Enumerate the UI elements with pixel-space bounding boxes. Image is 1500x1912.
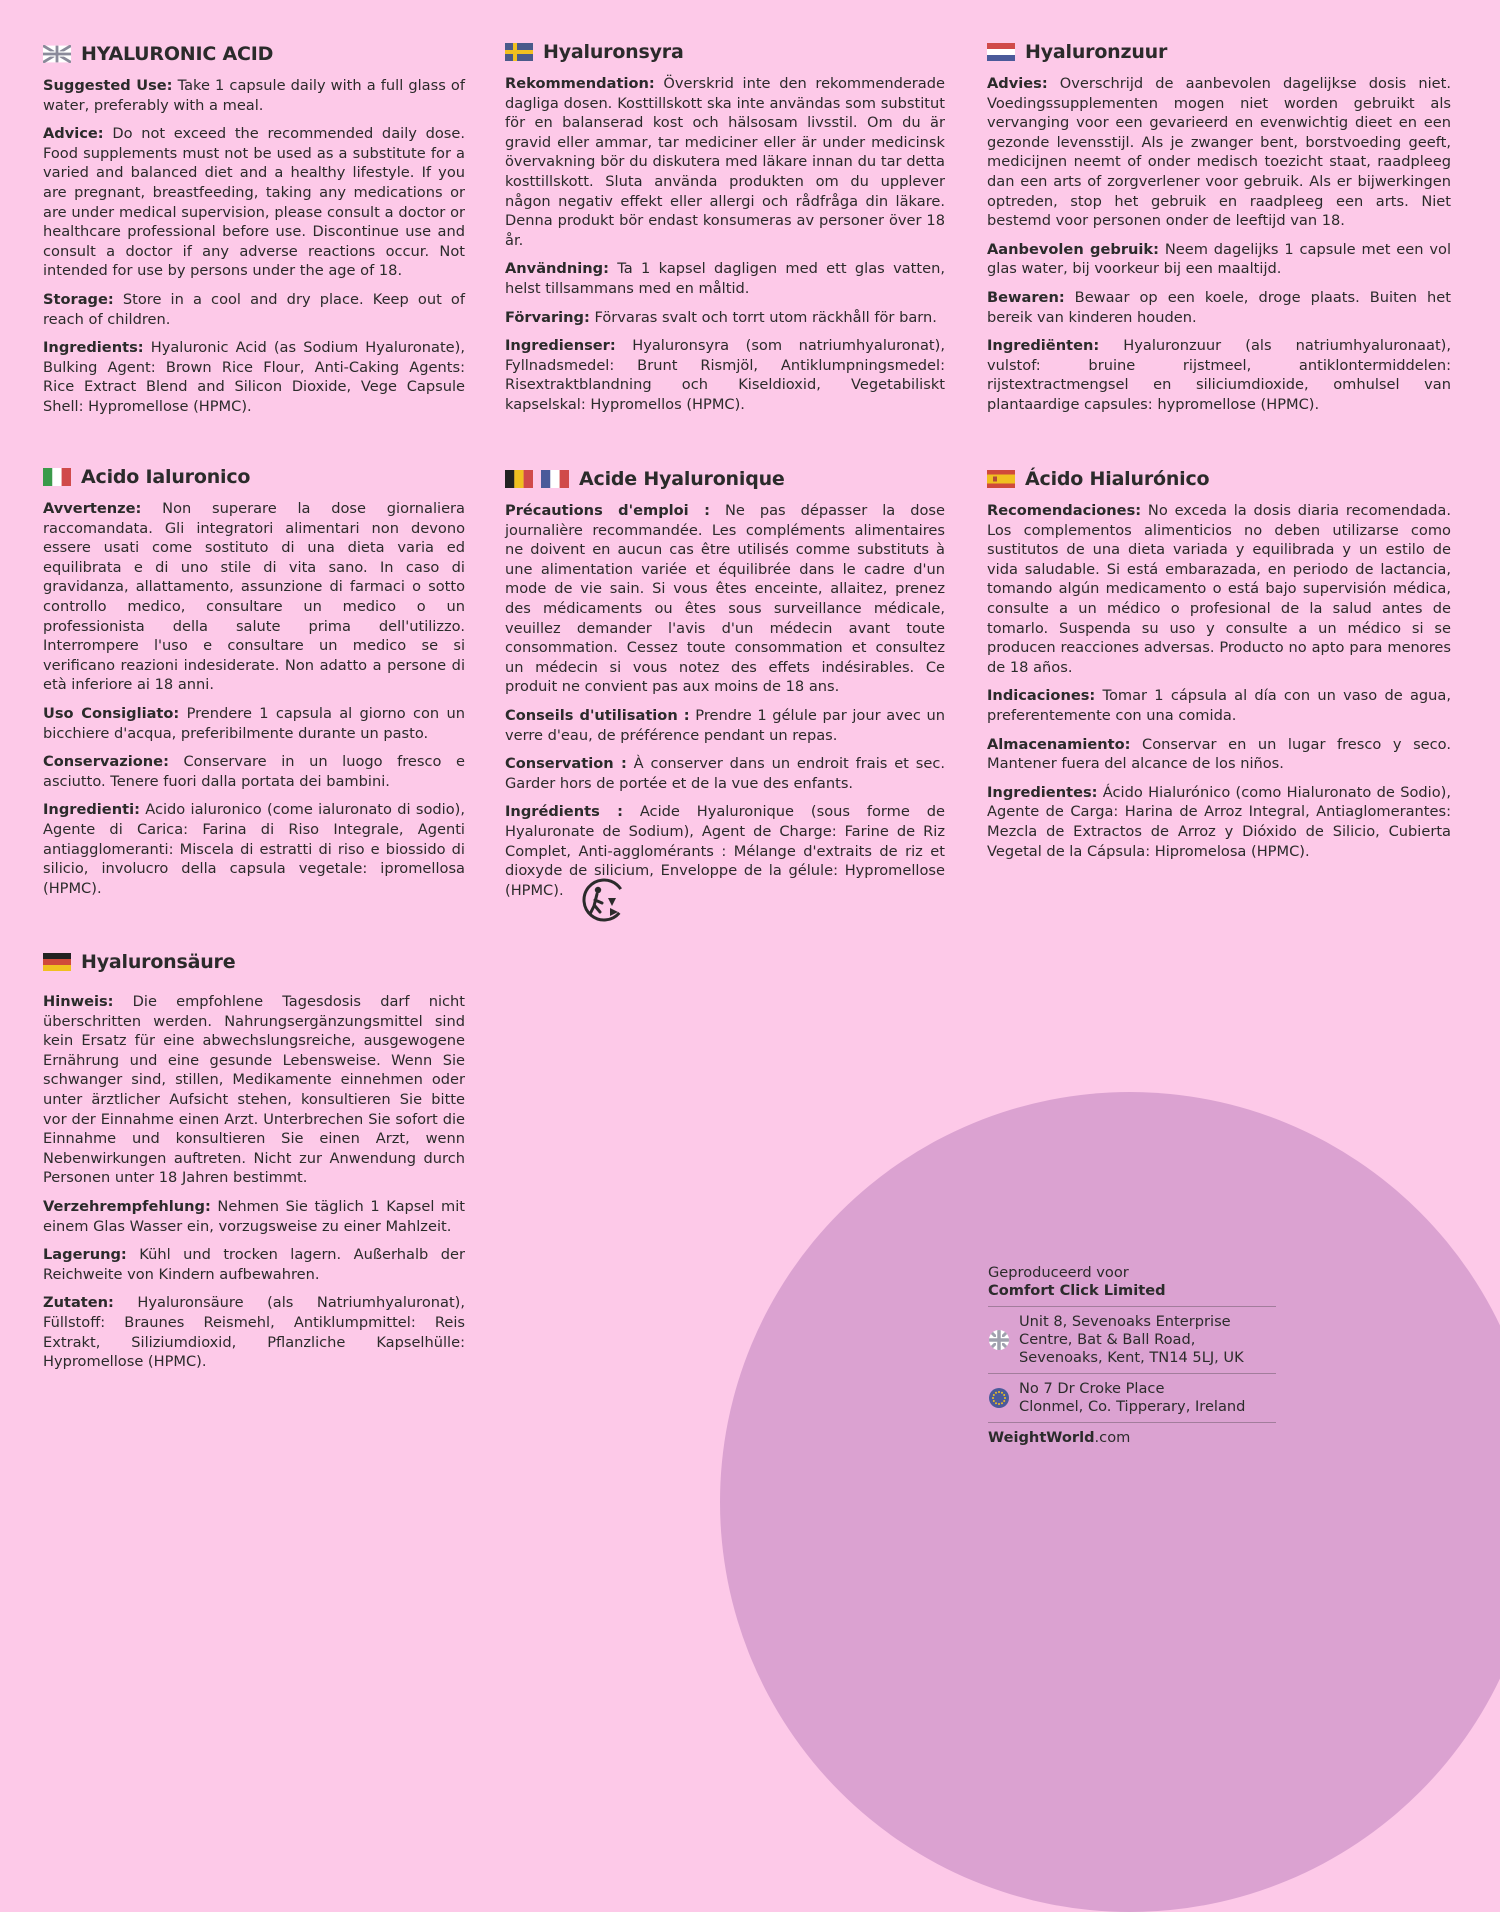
section-dutch [987, 38, 1451, 424]
netherlands-flag-icon [987, 43, 1015, 61]
ingredients: Ingredients: Hyaluronic Acid (as Sodium Hyaluronate), Bulking Agent: Brown Rice Flour, Anti-Caking Agents: Rice Extract Blend and Silicon Dioxide, Vege Capsule Shell: Hypromellose (HPMC). [43, 339, 465, 415]
storage: Storage: Store in a cool and dry place. Keep out of reach of children. [43, 290, 465, 328]
section-title: HYALURONIC ACID [81, 43, 274, 65]
directions: Indicaciones: Tomar 1 cápsula al día con un vaso de agua, preferentemente con una comida. [987, 687, 1451, 724]
section-title: Acide Hyaluronique [579, 468, 785, 490]
sweden-flag-icon [505, 43, 533, 61]
consumption-recommendation: Verzehrempfehlung: Nehmen Sie täglich 1 Kapsel mit einem Glas Wasser ein, vorzugsweise zu einer Mahlzeit. [43, 1197, 465, 1235]
uk-flag-icon [43, 45, 71, 63]
eu-flag-icon [988, 1387, 1010, 1409]
recommendation: Rekommendation: Överskrid inte den rekommenderade dagliga dosen. Kosttillskott ska inte användas som substitut för en balanserad kost och hälsosam livsstil. Om du är gravid eller ammar, tar mediciner eller är under medicinsk övervakning bör du diskutera med läkare innan du tar detta kosttillskott. Sluta använda produkten om du upplever någon negativ effekt eller allergi och rådfråga din läkare. Denna produkt bör endast konsumeras av personer över 18 år. [505, 75, 945, 249]
section-swedish [505, 38, 945, 424]
recommended-use: Aanbevolen gebruik: Neem dagelijks 1 capsule met een vol glas water, bij voorkeur bij een maaltijd. [987, 240, 1451, 278]
ingredients: Ingrédients : Acide Hyaluronique (sous forme de Hyaluronate de Sodium), Agent de Charge: Farine de Riz Complet, Anti-agglomérants : Mélange d'extraits de riz et dioxyde de silicium, Enveloppe de la gélule: Hypromellose (HPMC). [505, 803, 946, 899]
section-heading [43, 463, 465, 491]
section-title: Hyaluronsäure [81, 951, 236, 973]
section-title: Acido Ialuronico [81, 466, 251, 488]
triman-recycle-icon [580, 876, 628, 924]
ingredients: Ingredientes: Ácido Hialurónico (como Hialuronato de Sodio), Agente de Carga: Harina de Arroz Integral, Antiaglomerantes: Mezcla de Extractos de Arroz y Dióxido de Silicio, Cubierta Vegetal de la Cápsula: Hipromelosa (HPMC). [987, 783, 1451, 860]
section-heading [505, 38, 945, 66]
advice: Advice: Do not exceed the recommended daily dose. Food supplements must not be used as a substitute for a varied and balanced diet and a healthy lifestyle. If you are pregnant, breastfeeding, taking any medications or are under medical supervision, please consult a doctor or healthcare professional before use. Discontinue use and consult a doctor if any adverse reactions occur. Not intended for use by persons under the age of 18. [43, 125, 465, 280]
section-title: Ácido Hialurónico [1025, 468, 1210, 490]
germany-flag-icon [43, 953, 71, 971]
section-italian [43, 463, 465, 907]
usage: Användning: Ta 1 kapsel dagligen med ett glas vatten, helst tillsammans med en måltid. [505, 260, 945, 297]
produced-for-label: Geproduceerd voor [988, 1264, 1129, 1281]
section-heading [987, 38, 1451, 66]
usage: Conseils d'utilisation : Prendre 1 gélule par jour avec un verre d'eau, de préférence pendant un repas. [505, 706, 945, 744]
ingredients: Ingrediënten: Hyaluronzuur (als natriumhyaluronaat), vulstof: bruine rijstmeel, antiklontermiddelen: rijstextractmengsel en siliciumdioxide, omhulsel van plantaardige capsules: hypromellose (HPMC). [987, 337, 1451, 413]
section-german [43, 948, 465, 1381]
website: WeightWorld.com [988, 1422, 1276, 1453]
section-heading [987, 465, 1451, 493]
france-flag-icon [541, 470, 569, 488]
italy-flag-icon [43, 468, 71, 486]
section-heading [505, 465, 945, 493]
storage: Conservazione: Conservare in un luogo fresco e asciutto. Tenere fuori dalla portata dei bambini. [43, 753, 465, 790]
spain-flag-icon [987, 470, 1015, 488]
suggested-use: Uso Consigliato: Prendere 1 capsula al giorno con un bicchiere d'acqua, preferibilmente durante un pasto. [43, 704, 465, 742]
storage: Förvaring: Förvaras svalt och torrt utom räckhåll för barn. [505, 308, 937, 326]
manufacturer-info [988, 1264, 1276, 1453]
company-name: Comfort Click Limited [988, 1282, 1166, 1299]
notice: Hinweis: Die empfohlene Tagesdosis darf nicht überschritten werden. Nahrungsergänzungsmittel sind kein Ersatz für eine abwechslungsreiche, ausgewogene Ernährung und eine gesunde Lebensweise. Wenn Sie schwanger sind, stillen, Medikamente einnehmen oder unter ärztlicher Aufsicht stehen, konsultieren Sie bitte vor der Einnahme einen Arzt. Unterbrechen Sie sofort die Einnahme und konsultieren Sie einen Arzt, wenn Nebenwirkungen auftreten. Nicht zur Anwendung durch Personen unter 18 Jahren bestimmt. [43, 993, 465, 1187]
belgium-flag-icon [505, 470, 533, 488]
storage: Conservation : À conserver dans un endroit frais et sec. Garder hors de portée et de la vue des enfants. [505, 755, 945, 792]
warnings: Avvertenze: Non superare la dose giornaliera raccomandata. Gli integratori alimentari non devono essere usati come sostituto di una dieta varia ed equilibrata e di uno stile di vita sano. In caso di gravidanza, allattamento, assunzione di farmaci o sotto controllo medico, consultare un medico o un professionista della salute prima dell'utilizzo. Interrompere l'uso e consultare un medico se si verificano reazioni indesiderate. Non adatto a persone di età inferiore ai 18 anni. [43, 500, 465, 694]
section-title: Hyaluronsyra [543, 41, 684, 63]
ingredients: Ingredienti: Acido ialuronico (come ialuronato di sodio), Agente di Carica: Farina di Riso Integrale, Agenti antiagglomeranti: Miscela di estratti di riso e biossido di silicio, involucro della capsula vegetale: ipromellosa (HPMC). [43, 801, 465, 897]
section-heading [43, 948, 465, 976]
uk-flag-icon [988, 1329, 1010, 1351]
storage: Lagerung: Kühl und trocken lagern. Außerhalb der Reichweite von Kindern aufbewahren. [43, 1246, 465, 1283]
decorative-circle [720, 1092, 1500, 1912]
section-heading [43, 40, 465, 68]
ingredients: Zutaten: Hyaluronsäure (als Natriumhyaluronat), Füllstoff: Braunes Reismehl, Antiklumpmittel: Reis Extrakt, Siliziumdioxid, Pflanzliche Kapselhülle: Hypromellose (HPMC). [43, 1294, 465, 1371]
uk-address: Unit 8, Sevenoaks Enterprise Centre, Bat & Ball Road, Sevenoaks, Kent, TN14 5LJ, UK [988, 1306, 1276, 1373]
precautions: Précautions d'emploi : Ne pas dépasser la dose journalière recommandée. Les compléments alimentaires ne doivent en aucun cas être utilisés comme substituts à une alimentation variée et équilibrée dans le cadre d'un mode de vie sain. Si vous êtes enceinte, allaitez, prenez des médicaments ou êtes sous surveillance médicale, veuillez demander l'avis d'un médecin avant toute consommation. Cessez toute consommation et consultez un médecin si vous notez des effets indésirables. Ce produit ne convient pas aux moins de 18 ans. [505, 502, 945, 696]
eu-address: No 7 Dr Croke Place Clonmel, Co. Tipperary, Ireland [988, 1373, 1276, 1422]
section-title: Hyaluronzuur [1025, 41, 1168, 63]
section-spanish [987, 465, 1451, 870]
recommendations: Recomendaciones: No exceda la dosis diaria recomendada. Los complementos alimenticios no deben utilizarse como sustitutos de una dieta variada y equilibrada y un estilo de vida saludable. Si está embarazada, en periodo de lactancia, tomando algún medicamento o está bajo supervisión médica, consulte a un médico o profesional de la salud antes de tomarlo. Suspenda su uso y consulte a un médico si se producen reacciones adversas. Producto no apto para menores de 18 años. [987, 502, 1451, 676]
produced-for [988, 1264, 1276, 1306]
storage: Almacenamiento: Conservar en un lugar fresco y seco. Mantener fuera del alcance de los niños. [987, 735, 1451, 773]
section-french [505, 465, 945, 909]
section-english [43, 40, 465, 426]
storage: Bewaren: Bewaar op een koele, droge plaats. Buiten het bereik van kinderen houden. [987, 288, 1451, 326]
advice: Advies: Overschrijd de aanbevolen dagelijkse dosis niet. Voedingssupplementen mogen niet worden gebruikt als vervanging voor een gevarieerd en evenwichtig dieet en een gezonde levensstijl. Als je zwanger bent, borstvoeding geeft, medicijnen neemt of onder medisch toezicht staat, raadpleeg dan een arts of zorgverlener voor gebruik. Als er bijwerkingen optreden, stop het gebruik en raadpleeg een arts. Niet bestemd voor personen onder de leeftijd van 18. [987, 75, 1451, 230]
suggested-use: Suggested Use: Take 1 capsule daily with a full glass of water, preferably with a meal. [43, 77, 465, 114]
ingredients: Ingredienser: Hyaluronsyra (som natriumhyaluronat), Fyllnadsmedel: Brunt Rismjöl, Antiklumpningsmedel: Risextraktblandning och Kiseldioxid, Vegetabiliskt kapselskal: Hypromellos (HPMC). [505, 337, 945, 413]
